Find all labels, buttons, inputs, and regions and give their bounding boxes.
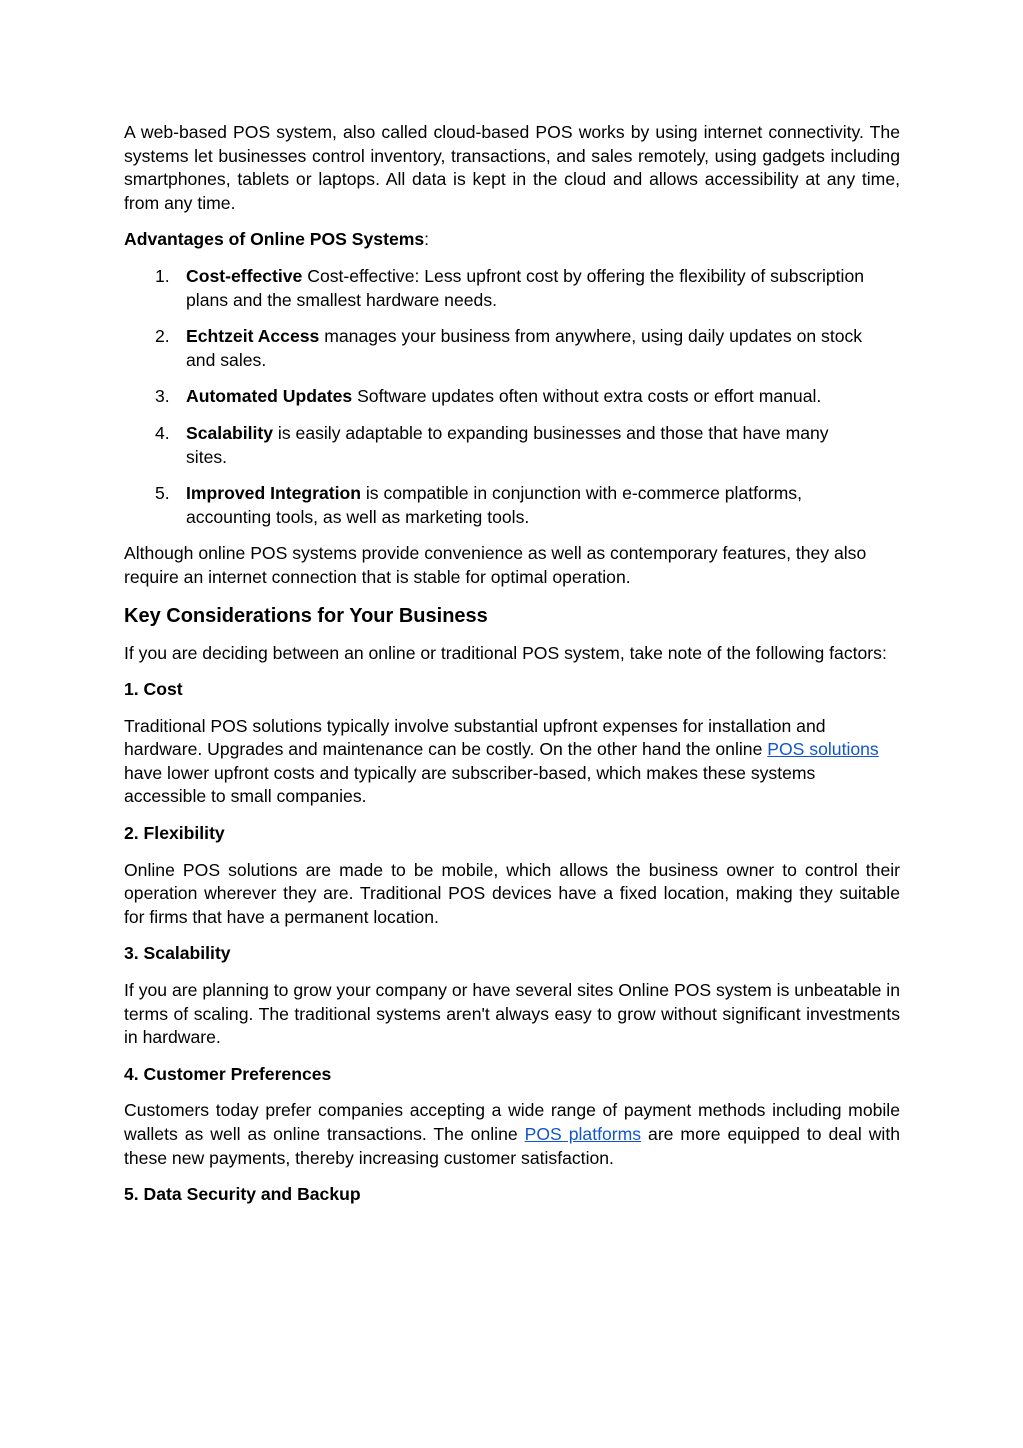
list-item-text: is easily adaptable to expanding businesses and those that have many sites.	[186, 422, 829, 467]
list-item	[124, 482, 900, 529]
list-item-number: 5.	[155, 483, 170, 504]
advantages-heading	[124, 228, 900, 252]
data-security-heading: 5. Data Security and Backup	[124, 1184, 361, 1205]
list-item-term: Scalability	[186, 422, 274, 443]
section-title: Key Considerations for Your Business	[124, 604, 488, 627]
list-item	[124, 422, 900, 469]
scalability-heading: 3. Scalability	[124, 943, 231, 964]
advantages-heading-text: Advantages of Online POS Systems	[124, 229, 425, 250]
preferences-text-after: are more equipped to deal with these new payments, thereby increasing customer satisfaction.	[124, 1124, 900, 1168]
scalability-paragraph: If you are planning to grow your company or have several sites Online POS system is unbeatable in terms of scaling. The traditional systems aren't always easy to grow without significant investments in hardware.	[124, 980, 900, 1048]
list-item-number: 2.	[155, 326, 170, 347]
cost-paragraph	[124, 715, 900, 809]
list-item-term: Cost-effective	[186, 265, 303, 286]
preferences-text-before: Customers today prefer companies accepting a wide range of payment methods including mobile wallets as well as online transactions. The online	[124, 1100, 900, 1144]
list-item-number: 4.	[155, 422, 170, 443]
flexibility-paragraph: Online POS solutions are made to be mobile, which allows the business owner to control their operation wherever they are. Traditional POS devices have a fixed location, making they suitable for firms that have a permanent location.	[124, 859, 900, 927]
list-item-text: manages your business from anywhere, using daily updates on stock and sales.	[186, 326, 863, 370]
customer-preferences-heading: 4. Customer Preferences	[124, 1063, 332, 1084]
flexibility-heading: 2. Flexibility	[124, 823, 225, 844]
list-item	[124, 325, 900, 372]
pos-platforms-link[interactable]: POS platforms	[524, 1124, 642, 1144]
considerations-intro: If you are deciding between an online or traditional POS system, take note of the following factors:	[124, 642, 887, 663]
customer-preferences-paragraph	[124, 1099, 900, 1170]
list-item-text: is compatible in conjunction with e-commerce platforms, accounting tools, as well as marketing tools.	[186, 483, 802, 527]
cost-text-after: have lower upfront costs and typically are subscriber-based, which makes these systems accessible to small companies.	[124, 762, 816, 807]
advantages-list	[124, 265, 900, 529]
advantages-heading-colon: :	[424, 229, 430, 250]
list-item-number: 3.	[155, 386, 170, 407]
list-item-text: Software updates often without extra costs or effort manual.	[352, 386, 822, 407]
list-item-number: 1.	[155, 265, 170, 286]
document-page	[124, 121, 900, 1220]
pos-solutions-link[interactable]: POS solutions	[767, 739, 879, 760]
advantages-closing-paragraph: Although online POS systems provide convenience as well as contemporary features, they also require an internet connection that is stable for optimal operation.	[124, 543, 867, 587]
intro-paragraph: A web-based POS system, also called cloud-based POS works by using internet connectivity. The systems let businesses control inventory, transactions, and sales remotely, using gadgets including smartphones, tablets or laptops. All data is kept in the cloud and allows accessibility at any time, from any time.	[124, 122, 900, 213]
list-item-text: Cost-effective: Less upfront cost by offering the flexibility of subscription plans and the smallest hardware needs.	[186, 265, 865, 310]
list-item	[124, 265, 900, 312]
list-item-term: Automated Updates	[186, 386, 353, 407]
list-item-term: Echtzeit Access	[186, 326, 320, 347]
cost-text-before: Traditional POS solutions typically involve substantial upfront expenses for installation and hardware. Upgrades and maintenance can be costly. On the other hand the online	[124, 715, 826, 760]
list-item	[124, 385, 900, 409]
cost-heading: 1. Cost	[124, 679, 183, 700]
list-item-term: Improved Integration	[186, 483, 361, 504]
